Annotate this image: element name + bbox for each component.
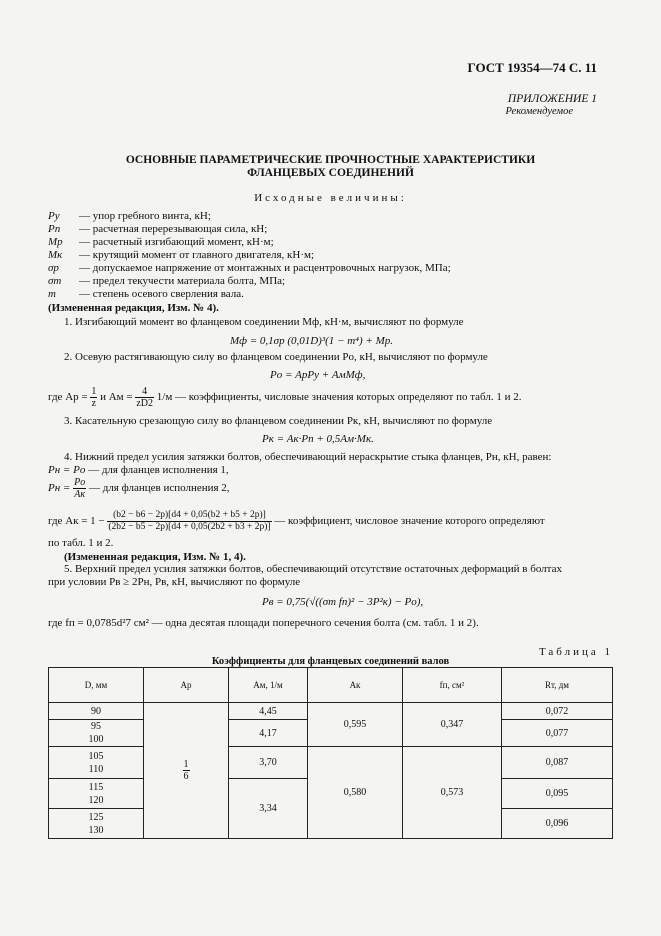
symbol: Mр: [48, 236, 63, 248]
symbol: Mк: [48, 249, 63, 261]
item-4-b-rest: — для фланцев исполнения 2,: [88, 482, 230, 495]
symbol-desc: — расчетный изгибающий момент, кН·м;: [79, 236, 274, 248]
item-2: 2. Осевую растягивающую силу во фланцевом соединении Pо, кН, вычисляют по формуле: [64, 351, 488, 363]
cell-line: 100: [88, 734, 104, 745]
symbol: m: [48, 288, 56, 300]
fraction-num: 4: [135, 386, 154, 398]
cell: 0,087: [502, 747, 613, 779]
cell: 0,096: [502, 809, 613, 839]
cell: 3,34: [229, 779, 308, 839]
fraction-num: 1: [183, 759, 189, 770]
ak-cont: по табл. 1 и 2.: [48, 537, 114, 549]
fraction-den: (2b2 − b5 − 2p)[d4 + 0,05(2b2 + b3 + 2p)]: [108, 522, 271, 532]
cell: 0,072: [502, 703, 613, 720]
item-4: 4. Нижний предел усилия затяжки болтов, обеспечивающий нераскрытие стыка фланцев, Pн, кН, равен:: [64, 451, 552, 463]
cell-ap: [144, 703, 229, 839]
cell: 4,45: [229, 703, 308, 720]
where-2-a: где Ар =: [48, 391, 88, 404]
formula-1: Mф = 0,1σр (0,01D)³(1 − m⁴) + Mр.: [230, 335, 393, 347]
cell-line: 105: [88, 750, 104, 762]
cell: 0,580: [308, 747, 403, 839]
table-row: [49, 747, 613, 779]
item-4-b: [48, 477, 230, 500]
symbol: Pп: [48, 223, 61, 235]
item-5-line-2: при условии Pв ≥ 2Pн, Pв, кН, вычисляют по формуле: [48, 576, 301, 588]
fraction-num: 1: [91, 386, 97, 397]
cell: 4,17: [229, 720, 308, 747]
cell: [49, 720, 144, 747]
fraction-den: z: [91, 398, 97, 409]
item-4-b-lhs: Pн =: [48, 482, 71, 495]
symbol-desc: — предел текучести материала болта, МПа;: [79, 275, 286, 287]
cell: 3,70: [229, 747, 308, 779]
cell: 0,095: [502, 779, 613, 809]
table-title: Коэффициенты для фланцевых соединений валов: [211, 656, 450, 667]
cell: [49, 747, 144, 779]
cell-line: 95: [91, 721, 101, 732]
col-header: Ак: [308, 668, 403, 703]
item-4-a: [48, 464, 229, 476]
table-label: Таблица 1: [538, 646, 613, 658]
fraction-num: (b2 − b6 − 2p)[d4 + 0,05(b2 + b5 + 2p)]: [107, 510, 271, 522]
appendix-label: ПРИЛОЖЕНИЕ 1: [507, 93, 597, 105]
col-header: Ар: [144, 668, 229, 703]
cell: [49, 809, 144, 839]
formula-2: Pо = АрPу + АмMф,: [270, 369, 366, 381]
item-1: 1. Изгибающий момент во фланцевом соединении Mф, кН·м, вычисляют по формуле: [64, 316, 464, 328]
fraction-ap: [90, 386, 97, 409]
symbol-desc: — допускаемое напряжение от монтажных и расцентровочных нагрузок, МПа;: [79, 262, 451, 274]
where-5: где fп = 0,0785d²7 см² — одна десятая площади поперечного сечения болта (см. табл. 1 и 2).: [48, 617, 479, 629]
table-header-row: [49, 668, 613, 703]
fraction-num: Pо: [74, 477, 86, 488]
cell: 0,573: [403, 747, 502, 839]
symbol: σт: [48, 275, 62, 287]
fraction-den: zD2: [136, 398, 154, 409]
col-header: Ам, 1/м: [229, 668, 308, 703]
ak-rest: — коэффициент, числовое значение которого определяют: [274, 515, 545, 528]
symbol-desc: — расчетная перерезывающая сила, кН;: [79, 223, 268, 235]
where-2: [48, 386, 522, 409]
formula-5: Pв = 0,75(√((σт fп)² − 3P²к) − Pо),: [262, 596, 424, 608]
where-2-b: и Ам =: [100, 391, 133, 404]
source-heading: Исходные величины:: [254, 192, 407, 204]
edition-note-1: (Измененная редакция, Изм. № 4).: [48, 302, 219, 314]
title-line-1: ОСНОВНЫЕ ПАРАМЕТРИЧЕСКИЕ ПРОЧНОСТНЫЕ ХАРАКТЕРИСТИКИ: [125, 154, 536, 166]
symbol: σр: [48, 262, 59, 274]
page-header: ГОСТ 19354—74 С. 11: [467, 60, 597, 75]
recommended-label: Рекомендуемое: [505, 106, 573, 117]
cell-line: 120: [88, 794, 104, 806]
item-5-line-1: 5. Верхний предел усилия затяжки болтов, обеспечивающий отсутствие остаточных деформаций в болтах: [64, 563, 562, 575]
where-2-c: 1/м — коэффициенты, числовые значения которых определяют по табл. 1 и 2.: [156, 391, 522, 404]
col-header: D, мм: [49, 668, 144, 703]
formula-3: Pк = Ак·Pп + 0,5Ам·Mк.: [262, 433, 374, 445]
symbol-desc: — степень осевого сверления вала.: [79, 288, 244, 300]
item-4-a-rest: — для фланцев исполнения 1,: [88, 464, 229, 476]
coefficients-table: [48, 667, 613, 839]
ak-lhs: где Ак = 1 −: [48, 515, 105, 528]
cell-line: 130: [88, 824, 104, 836]
fraction-po-ak: [73, 477, 86, 500]
col-header: fп, см²: [403, 668, 502, 703]
cell: 90: [49, 703, 144, 720]
cell: 0,347: [403, 703, 502, 747]
edition-note-2: (Измененная редакция, Изм. № 1, 4).: [64, 551, 246, 563]
fraction-am: [135, 386, 154, 409]
col-header: Rт, дм: [502, 668, 613, 703]
title-line-2: ФЛАНЦЕВЫХ СОЕДИНЕНИЙ: [247, 167, 414, 179]
cell: 0,077: [502, 720, 613, 747]
symbol: Pу: [48, 210, 60, 222]
symbol-desc: — крутящий момент от главного двигателя, кН·м;: [79, 249, 315, 261]
cell-line: 110: [88, 763, 104, 775]
ak-formula: [48, 510, 545, 533]
cell: [49, 779, 144, 809]
cell-line: 125: [88, 811, 104, 823]
symbol-desc: — упор гребного винта, кН;: [79, 210, 211, 222]
fraction-den: 6: [183, 771, 189, 782]
item-3: 3. Касательную срезающую силу во фланцевом соединении Pк, кН, вычисляют по формуле: [64, 415, 493, 427]
table-row: [49, 703, 613, 720]
cell: 0,595: [308, 703, 403, 747]
cell-line: 115: [88, 781, 104, 793]
fraction-ap-table: [183, 759, 190, 782]
item-4-a-lhs: Pн = Pо: [48, 464, 86, 476]
fraction-den: Ак: [74, 489, 86, 500]
fraction-ak: [107, 510, 271, 533]
